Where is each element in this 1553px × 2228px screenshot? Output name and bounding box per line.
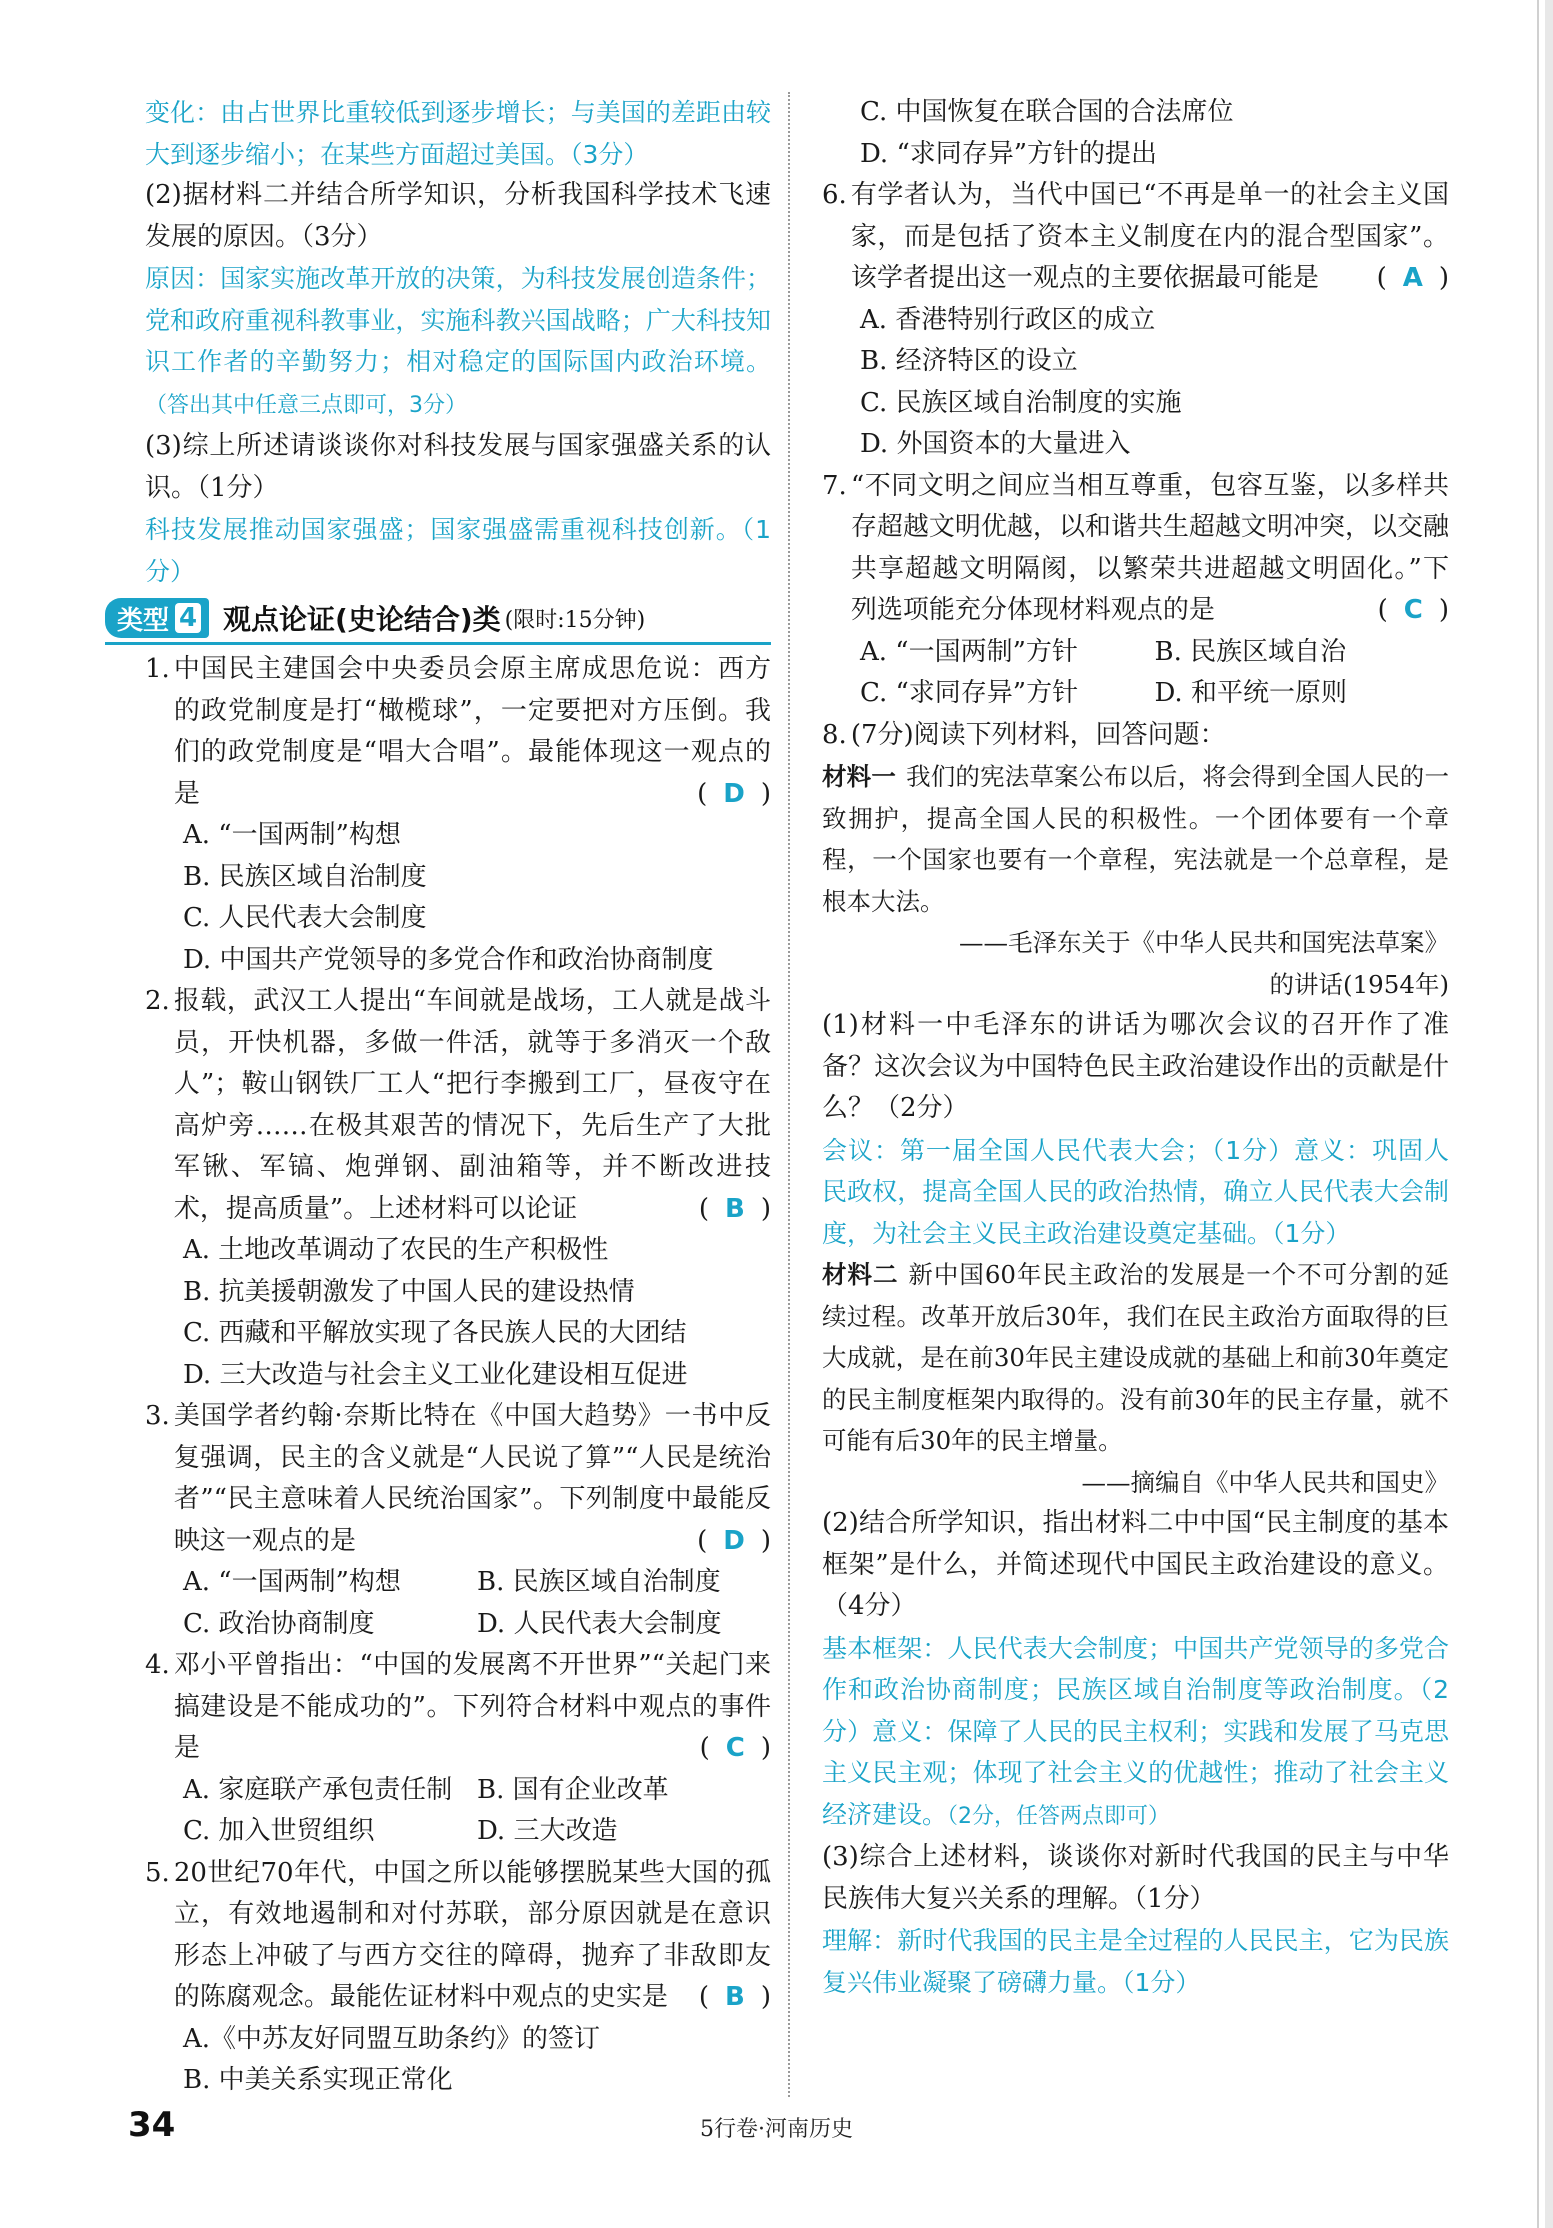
q7-option-a: A. “一国两制”方针: [860, 636, 1078, 667]
answer-2-3: 科技发展推动国家强盛；国家强盛需重视科技创新。（1分）: [145, 515, 771, 586]
footer-text: 5行卷·河南历史: [700, 2117, 853, 2142]
question-8-1: (1)材料一中毛泽东的讲话为哪次会议的召开作了准备？这次会议为中国特色民主政治建设作出的贡献是什么？（2分）: [822, 1010, 1449, 1123]
page-number: 34: [128, 2105, 176, 2145]
q2-option-c: C. 西藏和平解放实现了各民族人民的大团结: [183, 1318, 687, 1348]
question-6: 6. 有学者认为，当代中国已“不再是单一的社会主义国家，而是包括了资本主义制度在内的混合型国家”。该学者提出这一观点的主要依据最可能是 ( A ): [822, 175, 1449, 300]
material-2: 材料二 新中国60年民主政治的发展是一个不可分割的延续过程。改革开放后30年，我们在民主政治方面取得的巨大成就，是在前30年民主建设成就的基础上和前30年奠定的民主制度框架内取得的。没有前30年的民主存量，就不可能有后30年的民主增量。: [822, 1260, 1449, 1455]
q4-options-row-2: [145, 1811, 771, 1853]
q3-option-b: B. 民族区域自治制度: [477, 1567, 721, 1597]
question-3: 3. 美国学者约翰·奈斯比特在《中国大趋势》一书中反复强调，民主的含义就是“人民说了算”“人民是统治者”“民主意味着人民统治国家”。下列制度中最能反映这一观点的是 ( D ): [145, 1396, 771, 1562]
q2-option-a: A. 土地改革调动了农民的生产积极性: [183, 1235, 609, 1265]
question-2: 2. 报载，武汉工人提出“车间就是战场，工人就是战斗员，开快机器，多做一件活，就等于多消灭一个敌人”；鞍山钢铁厂工人“把行李搬到工厂，昼夜守在高炉旁……在极其艰苦的情况下，先后生产了大批军锹、军镐、炮弹钢、副油箱等，并不断改进技术，提高质量”。上述材料可以论证 ( B ): [145, 981, 771, 1230]
q2-option-b: B. 抗美援朝激发了中国人民的建设热情: [183, 1276, 635, 1307]
q6-option-a: A. 香港特别行政区的成立: [860, 304, 1156, 335]
q6-option-d: D. 外国资本的大量进入: [860, 429, 1131, 459]
q5-option-c: C. 中国恢复在联合国的合法席位: [860, 97, 1234, 127]
q5-option-a: A.《中苏友好同盟互助条约》的签订: [183, 2023, 601, 2054]
column-divider: [788, 92, 790, 2097]
q1-option-c: C. 人民代表大会制度: [183, 903, 427, 933]
q3-option-a: A. “一国两制”构想: [183, 1567, 401, 1597]
answer-8-1: 会议：第一届全国人民代表大会；（1分）意义：巩固人民政权，提高全国人民的政治热情，确立人民代表大会制度，为社会主义民主政治建设奠定基础。（1分）: [822, 1135, 1449, 1248]
answer-bracket-5: ( B ): [698, 1982, 771, 2012]
q1-option-a: A. “一国两制”构想: [183, 820, 401, 850]
page-edge-shadow: [1545, 0, 1553, 2228]
q2-option-d: D. 三大改造与社会主义工业化建设相互促进: [183, 1359, 688, 1390]
q4-option-a: A. 家庭联产承包责任制: [183, 1774, 453, 1805]
answer-bracket-7: ( C ): [1377, 595, 1449, 625]
q4-option-d: D. 三大改造: [477, 1816, 618, 1846]
answer-change: 变化：由占世界比重较低到逐步增长；与美国的差距由较大到逐步缩小；在某些方面超过美国。（3分）: [145, 98, 771, 169]
q3-options-row-2: [145, 1604, 771, 1646]
question-2-3: (3)综上所述请谈谈你对科技发展与国家强盛关系的认识。（1分）: [145, 431, 771, 503]
q4-option-b: B. 国有企业改革: [477, 1774, 669, 1805]
q6-option-c: C. 民族区域自治制度的实施: [860, 387, 1182, 418]
left-column: [117, 92, 771, 2102]
q7-options-row-2: [822, 673, 1449, 715]
q3-option-c: C. 政治协商制度: [183, 1608, 375, 1639]
type-badge: 类型 4: [105, 598, 209, 638]
q7-options-row-1: [822, 632, 1449, 674]
question-8-3: (3)综合上述材料，谈谈你对新时代我国的民主与中华民族伟大复兴关系的理解。（1分）: [822, 1842, 1449, 1914]
q5-option-d: D. “求同存异”方针的提出: [860, 138, 1158, 169]
answer-bracket-1: ( D ): [697, 778, 771, 809]
q1-option-b: B. 民族区域自治制度: [183, 861, 427, 892]
section-time-limit: (限时:15分钟): [504, 607, 646, 633]
q4-options-row-1: [145, 1770, 771, 1812]
question-5: 5. 20世纪70年代，中国之所以能够摆脱某些大国的孤立，有效地遏制和对付苏联，部分原因就是在意识形态上冲破了与西方交往的障碍，抛弃了非敌即友的陈腐观念。最能佐证材料中观点的史实是 ( B ): [145, 1853, 771, 2019]
q1-option-d: D. 中国共产党领导的多党合作和政治协商制度: [183, 944, 714, 975]
answer-bracket-4: ( C ): [699, 1733, 771, 1763]
q5-option-b: B. 中美关系实现正常化: [183, 2065, 453, 2095]
q3-options-row-1: [145, 1562, 771, 1604]
material-1-source-line-1: ——毛泽东关于《中华人民共和国宪法草案》: [959, 928, 1449, 957]
q7-option-c: C. “求同存异”方针: [860, 678, 1079, 708]
answer-bracket-3: ( D ): [697, 1525, 771, 1556]
q7-option-b: B. 民族区域自治: [1154, 636, 1347, 667]
answer-8-3: 理解：新时代我国的民主是全过程的人民民主，它为民族复兴伟业凝聚了磅礴力量。（1分）: [822, 1926, 1449, 1997]
question-7: 7. “不同文明之间应当相互尊重，包容互鉴，以多样共存超越文明优越，以和谐共生超越文明冲突，以交融共享超越文明隔阂，以繁荣共进超越文明固化。”下列选项能充分体现材料观点的是 ( C ): [822, 466, 1449, 632]
section-header-type-4: [105, 596, 771, 645]
page-edge-line: [1537, 0, 1539, 2228]
question-4: 4. 邓小平曾指出：“中国的发展离不开世界”“关起门来搞建设是不能成功的”。下列符合材料中观点的事件是 ( C ): [145, 1645, 771, 1770]
q3-option-d: D. 人民代表大会制度: [477, 1608, 722, 1639]
answer-bracket-6: ( A ): [1376, 263, 1449, 293]
material-1: 材料一 我们的宪法草案公布以后，将会得到全国人民的一致拥护，提高全国人民的积极性。一个团体要有一个章程，一个国家也要有一个章程，宪法就是一个总章程，是根本大法。: [822, 762, 1449, 916]
answer-8-2: 基本框架：人民代表大会制度；中国共产党领导的多党合作和政治协商制度；民族区域自治制度等政治制度。（2分）意义：保障了人民的民主权利；实践和发展了马克思主义民主观；体现了社会主义的优越性；推动了社会主义经济建设。（2分，任答两点即可）: [822, 1633, 1449, 1829]
question-1: 1. 中国民主建国会中央委员会原主席成思危说：西方的政党制度是打“橄榄球”，一定要把对方压倒。我们的政党制度是“唱大合唱”。最能体现这一观点的是 ( D ): [145, 649, 771, 815]
section-title: 观点论证(史论结合)类: [223, 603, 501, 636]
answer-2-2: 原因：国家实施改革开放的决策，为科技发展创造条件；党和政府重视科教事业，实施科教兴国战略；广大科技知识工作者的辛勤努力；相对稳定的国际国内政治环境。（答出其中任意三点即可，3分）: [145, 264, 771, 418]
q4-option-c: C. 加入世贸组织: [183, 1816, 375, 1846]
q6-option-b: B. 经济特区的设立: [860, 346, 1078, 376]
question-2-2: (2)据材料二并结合所学知识，分析我国科学技术飞速发展的原因。（3分）: [145, 180, 771, 252]
q7-option-d: D. 和平统一原则: [1154, 678, 1347, 708]
right-column: [822, 92, 1449, 2003]
question-8: 8. (7分)阅读下列材料，回答问题：: [822, 719, 1226, 750]
answer-bracket-2: ( B ): [698, 1193, 771, 1224]
material-1-source-line-2: 的讲话(1954年): [1269, 969, 1449, 999]
material-2-source: ——摘编自《中华人民共和国史》: [1081, 1467, 1449, 1497]
question-8-2: (2)结合所学知识，指出材料二中中国“民主制度的基本框架”是什么，并简述现代中国民主政治建设的意义。（4分）: [822, 1508, 1449, 1621]
